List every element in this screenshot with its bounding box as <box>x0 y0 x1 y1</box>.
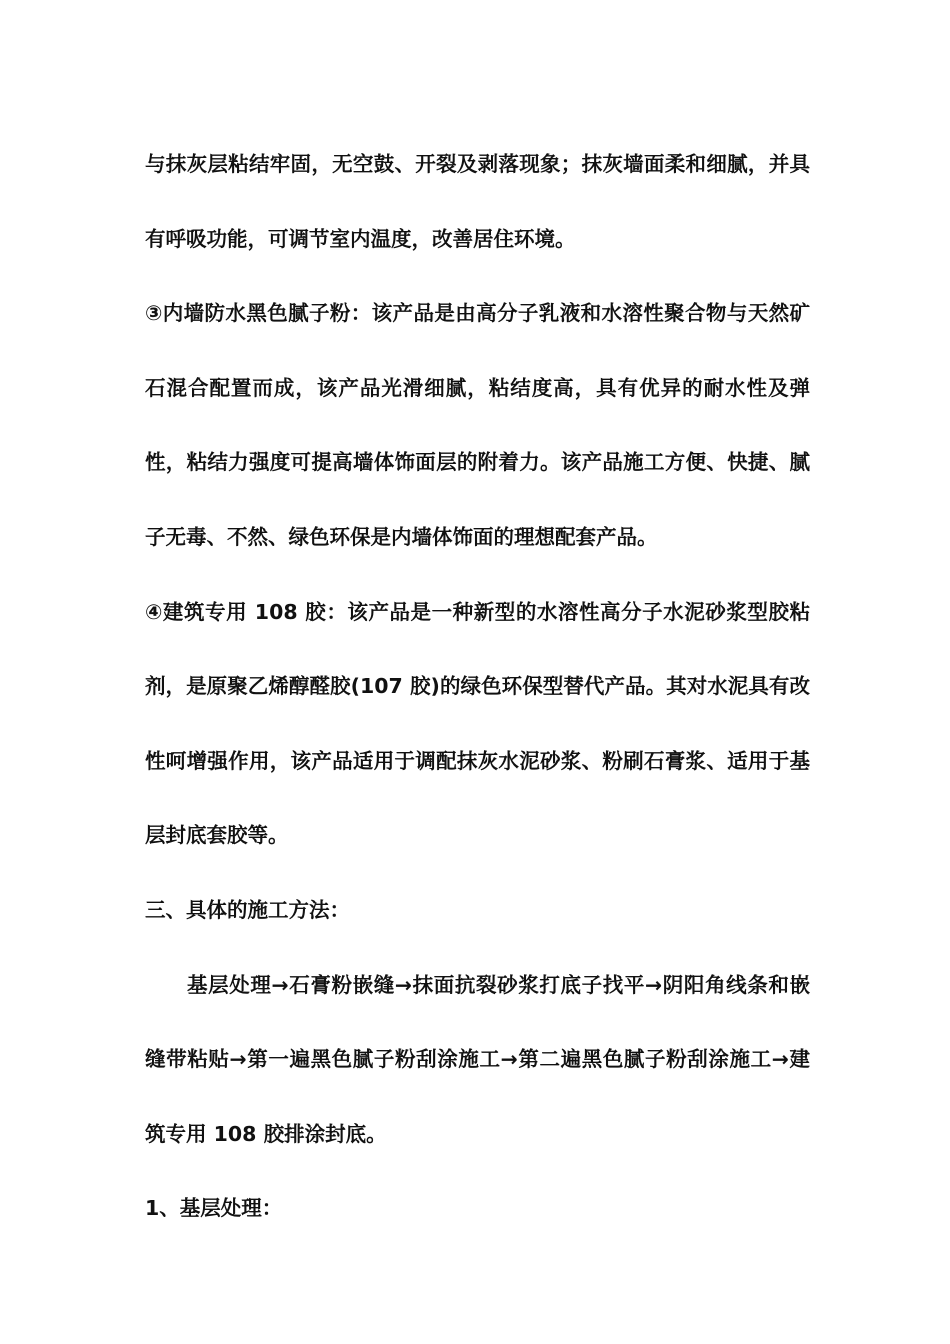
subheading-base-treatment: 1、基层处理： <box>145 1196 283 1221</box>
paragraph-wall-finish-benefits: 与抹灰层粘结牢固，无空鼓、开裂及剥落现象；抹灰墙面柔和细腻，并具有呼吸功能，可调节室内温度，改善居住环境。 <box>145 152 810 251</box>
paragraph-process-flow: 基层处理→石膏粉嵌缝→抹面抗裂砂浆打底子找平→阴阳角线条和嵌缝带粘贴→第一遍黑色腻子粉刮涂施工→第二遍黑色腻子粉刮涂施工→建筑专用 108 胶排涂封底。 <box>145 972 810 1146</box>
paragraph-black-putty-powder: ③内墙防水黑色腻子粉：该产品是由高分子乳液和水溶性聚合物与天然矿石混合配置而成，该产品光滑细腻，粘结度高，具有优异的耐水性及弹性，粘结力强度可提高墙体饰面层的附着力。该产品施工方便、快捷、腻子无毒、不然、绿色环保是内墙体饰面的理想配套产品。 <box>145 301 810 549</box>
section-heading-construction-method: 三、具体的施工方法： <box>145 897 350 922</box>
paragraph-108-glue: ④建筑专用 108 胶：该产品是一种新型的水溶性高分子水泥砂浆型胶粘剂，是原聚乙烯醇醛胶(107 胶)的绿色环保型替代产品。其对水泥具有改性呵增强作用，该产品适用于调配抹灰水泥砂浆、粉刷石膏浆、适用于基层封底套胶等。 <box>145 599 810 848</box>
document-body <box>145 127 810 1246</box>
